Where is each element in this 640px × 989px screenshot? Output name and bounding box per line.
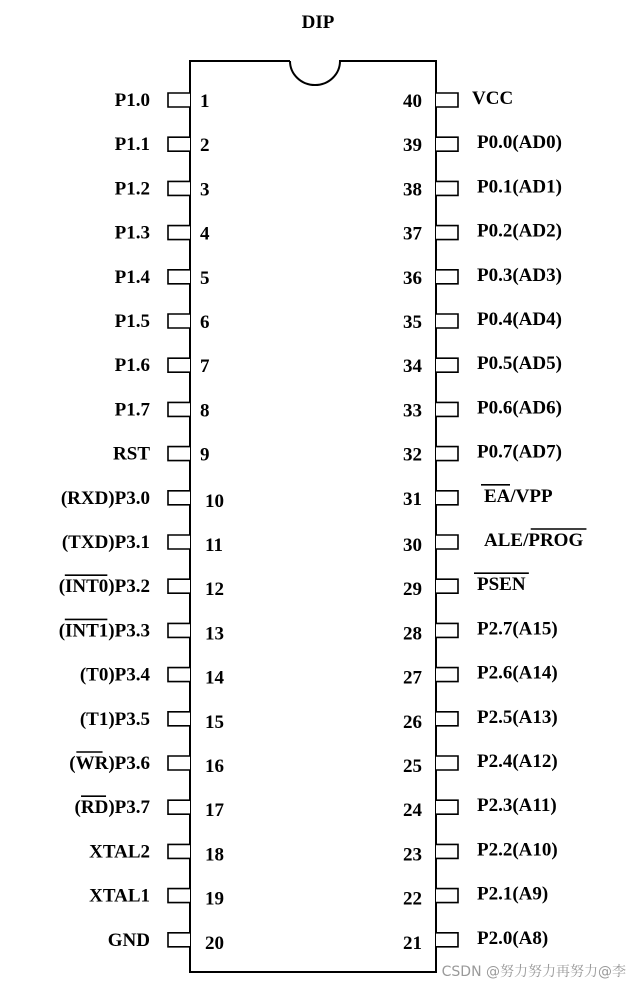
pin-label-int1-p3-3: (INT1)P3.3 — [58, 620, 150, 642]
pin-number: 40 — [403, 91, 422, 112]
pin-pad — [168, 800, 190, 814]
pin-pad — [168, 402, 190, 416]
pin-label-xtal1: XTAL1 — [89, 885, 150, 907]
pin-pad — [436, 756, 458, 770]
pin-label-ale-prog: ALE/PROG — [484, 530, 584, 551]
pin-pad — [436, 668, 458, 682]
pin-label-ea-vpp: EA/VPP — [484, 485, 553, 507]
pin-10 — [61, 488, 224, 512]
pin-label-p2-4-a12: P2.4(A12) — [477, 751, 558, 772]
pin-label-p2-0-a8: P2.0(A8) — [477, 927, 549, 949]
pin-number: 14 — [205, 667, 224, 689]
pin-pad — [168, 447, 190, 461]
pin-number: 6 — [200, 312, 210, 333]
pin-label-t0-p3-4: (T0)P3.4 — [79, 664, 150, 686]
pin-9 — [113, 444, 209, 466]
pin-pad — [168, 314, 190, 328]
pin-pad — [436, 623, 458, 637]
pin-19 — [89, 886, 224, 910]
pin-pad — [436, 844, 458, 858]
pin-12 — [59, 575, 224, 600]
pin-pad — [436, 491, 458, 505]
diagram-title: DIP — [301, 12, 335, 33]
watermark: CSDN @努力努力再努力@李 — [441, 964, 626, 980]
pin-pad — [436, 402, 458, 416]
pin-label-psen: PSEN — [477, 574, 526, 596]
pin-pad — [168, 137, 190, 151]
pin-label-p0-0-ad0: P0.0(AD0) — [477, 132, 562, 154]
pin-6 — [115, 311, 210, 333]
pin-pad — [168, 712, 190, 726]
pin-pad — [168, 844, 190, 858]
pin-pad — [168, 181, 190, 195]
pin-39 — [403, 132, 562, 156]
pin-number: 10 — [205, 490, 224, 512]
pin-label-int0-p3-2: (INT0)P3.2 — [58, 576, 150, 598]
pin-number: 35 — [403, 312, 422, 333]
pin-pad — [436, 535, 458, 549]
pin-17 — [75, 796, 225, 821]
pin-number: 33 — [403, 400, 422, 422]
pin-number: 37 — [403, 223, 422, 245]
pin-label-p1-3: P1.3 — [114, 222, 150, 244]
pin-pad — [436, 270, 458, 284]
pin-number: 16 — [205, 756, 224, 777]
pin-33 — [403, 397, 562, 421]
pin-number: 30 — [403, 535, 422, 556]
pin-pad — [436, 93, 458, 107]
pin-label-p0-6-ad6: P0.6(AD6) — [477, 397, 562, 419]
pin-27 — [403, 663, 558, 689]
pin-label-p2-6-a14: P2.6(A14) — [477, 662, 558, 684]
pin-number: 20 — [205, 932, 224, 954]
pin-label-p2-2-a10: P2.2(A10) — [477, 839, 558, 861]
pin-34 — [403, 353, 562, 377]
pin-label-xtal2: XTAL2 — [89, 841, 150, 863]
pin-pad — [436, 933, 458, 947]
pin-22 — [403, 884, 548, 910]
pin-3 — [115, 178, 210, 200]
pin-number: 36 — [403, 267, 422, 289]
pin-number: 1 — [200, 91, 210, 112]
pin-label-vcc: VCC — [472, 88, 514, 109]
pin-label-p0-5-ad5: P0.5(AD5) — [477, 353, 562, 375]
pin-21 — [403, 928, 548, 954]
pin-number: 11 — [205, 535, 223, 556]
pin-label-p2-7-a15: P2.7(A15) — [477, 618, 558, 640]
left-pin-group — [59, 90, 225, 954]
pin-number: 34 — [403, 356, 422, 378]
pin-pad — [436, 181, 458, 195]
pin-pad — [168, 889, 190, 903]
pin-38 — [403, 176, 562, 200]
pin-pad — [436, 447, 458, 461]
pin-13 — [59, 619, 224, 644]
pin-pad — [168, 623, 190, 637]
pin-pad — [168, 756, 190, 770]
pin-29 — [403, 573, 529, 600]
pin-37 — [403, 221, 562, 245]
pin-number: 4 — [200, 223, 210, 245]
pin-pad — [168, 933, 190, 947]
pin-label-p0-1-ad1: P0.1(AD1) — [477, 176, 562, 198]
pin-18 — [89, 841, 224, 865]
pin-label-rxd-p3-0: (RXD)P3.0 — [60, 487, 150, 509]
pin-number: 23 — [403, 844, 422, 866]
pin-8 — [115, 399, 210, 421]
pin-pad — [436, 314, 458, 328]
pin-number: 32 — [403, 444, 422, 466]
pin-number: 13 — [205, 623, 224, 645]
pin-label-gnd: GND — [107, 929, 150, 951]
pin-number: 5 — [200, 267, 210, 289]
pin-28 — [403, 618, 558, 644]
pin-number: 15 — [205, 711, 224, 733]
pin-number: 25 — [403, 756, 422, 777]
pin-35 — [403, 309, 562, 333]
pin-number: 26 — [403, 711, 422, 733]
pin-16 — [69, 752, 224, 777]
pin-26 — [403, 707, 558, 733]
pin-pad — [168, 270, 190, 284]
pin-label-p2-1-a9: P2.1(A9) — [477, 883, 549, 905]
pin-label-p2-5-a13: P2.5(A13) — [477, 706, 558, 728]
pin-label-p1-7: P1.7 — [114, 399, 150, 421]
pin-pad — [436, 137, 458, 151]
pin-number: 22 — [403, 888, 422, 910]
pin-32 — [403, 442, 562, 466]
pin-number: 7 — [200, 356, 210, 378]
pin-15 — [80, 709, 224, 733]
pin-number: 19 — [205, 888, 224, 910]
pin-label-rd-p3-7: (RD)P3.7 — [74, 797, 150, 819]
pin-label-p1-1: P1.1 — [114, 134, 150, 156]
pin-30 — [403, 529, 586, 556]
pin-23 — [403, 839, 558, 865]
pin-number: 39 — [403, 135, 422, 157]
pin-label-p0-4-ad4: P0.4(AD4) — [477, 309, 562, 330]
pin-label-p1-0: P1.0 — [114, 90, 150, 111]
pin-label-p0-3-ad3: P0.3(AD3) — [477, 264, 562, 286]
pin-pad — [168, 668, 190, 682]
chip-body — [190, 61, 436, 972]
pin-number: 9 — [200, 444, 210, 466]
pin-label-p0-2-ad2: P0.2(AD2) — [477, 220, 562, 242]
pin-label-p0-7-ad7: P0.7(AD7) — [477, 441, 562, 463]
pin-24 — [403, 795, 557, 821]
pin-label-p1-4: P1.4 — [114, 266, 150, 288]
pin-pad — [436, 226, 458, 240]
pin-11 — [62, 532, 223, 556]
pin-4 — [115, 223, 210, 245]
pin-number: 38 — [403, 179, 422, 201]
pin-pad — [168, 358, 190, 372]
pin-label-txd-p3-1: (TXD)P3.1 — [61, 532, 150, 553]
pin-number: 12 — [205, 579, 224, 601]
pin-number: 27 — [403, 667, 422, 689]
pin-number: 18 — [205, 844, 224, 866]
pin-label-p1-5: P1.5 — [114, 311, 150, 332]
pin-number: 17 — [205, 800, 224, 822]
pin-number: 31 — [403, 488, 422, 510]
pin-number: 21 — [403, 932, 422, 954]
pin-pad — [436, 800, 458, 814]
pin-7 — [115, 355, 210, 377]
pin-label-rst: RST — [113, 443, 150, 465]
pin-label-p1-6: P1.6 — [114, 355, 150, 377]
pin-1 — [115, 90, 210, 112]
pin-pad — [436, 358, 458, 372]
pin-pad — [436, 889, 458, 903]
pin-31 — [403, 485, 553, 510]
pin-number: 28 — [403, 623, 422, 645]
pin-pad — [168, 226, 190, 240]
pin-label-wr-p3-6: (WR)P3.6 — [69, 753, 150, 774]
pin-number: 2 — [200, 135, 210, 157]
pin-5 — [115, 267, 210, 289]
pin-number: 3 — [200, 179, 210, 201]
pin-number: 29 — [403, 579, 422, 601]
pin-pad — [436, 579, 458, 593]
pin-pad — [168, 93, 190, 107]
pin-label-p2-3-a11: P2.3(A11) — [477, 795, 557, 817]
pin-label-t1-p3-5: (T1)P3.5 — [79, 708, 150, 730]
pin-25 — [403, 751, 558, 777]
pin-pad — [168, 579, 190, 593]
pin-label-p1-2: P1.2 — [114, 178, 150, 200]
pin-number: 8 — [200, 400, 210, 422]
pin-20 — [108, 930, 224, 954]
pin-pad — [168, 535, 190, 549]
pin-36 — [403, 265, 562, 289]
pin-number: 24 — [403, 800, 422, 822]
pin-pad — [436, 712, 458, 726]
pin-14 — [80, 665, 225, 689]
right-pin-group — [403, 88, 586, 954]
pin-2 — [115, 134, 210, 156]
pin-40 — [403, 88, 513, 112]
pin-pad — [168, 491, 190, 505]
